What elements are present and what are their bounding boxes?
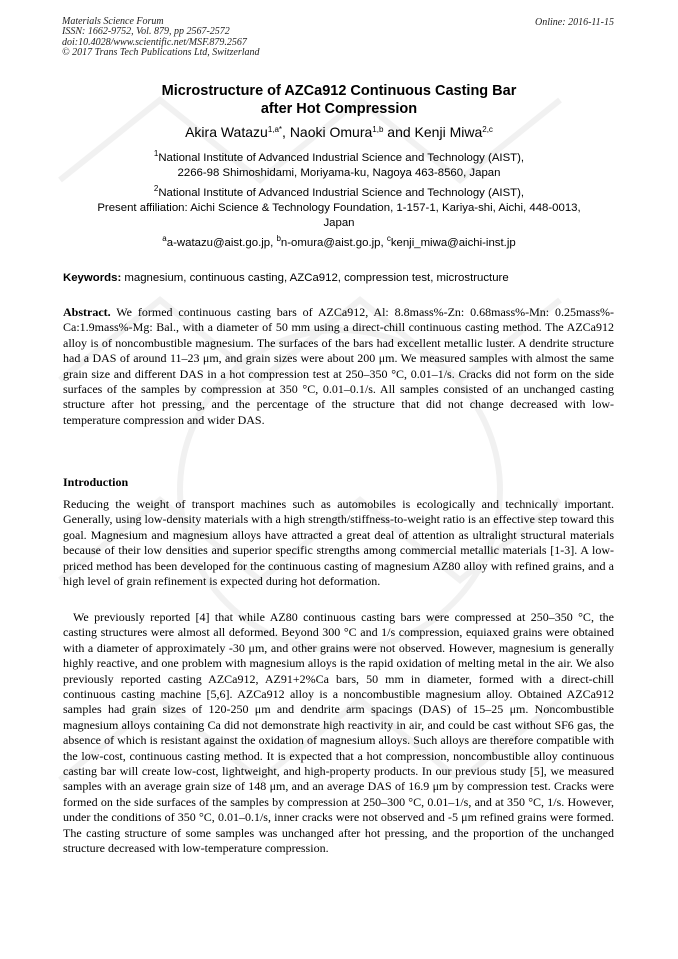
author-3: and Kenji Miwa bbox=[383, 124, 483, 140]
author-list bbox=[0, 124, 678, 140]
title-line-2: after Hot Compression bbox=[260, 101, 418, 117]
intro-paragraph-2: We previously reported [4] that while AZ80 continuous casting bars were compressed at 250–350 °C, the casting structures were almost all deformed. Beyond 300 °C and 1/s compression, equiaxed grains were obtained with a diameter of approximately -30 μm, and other grains were not observed. However, magnesium is generally highly reactive, and one problem with magnesium alloys is the rapid oxidation of melting metal in the air. We also previously reported casting AZCa912, AZ91+2%Ca bars, 50 mm in diameter, formed with a direct-chill continuous casting machine [5,6]. AZCa912 alloy is a noncombustible magnesium alloy. Obtained AZCa912 samples had grain sizes of 120-250 μm and dendrite arm spacings (DAS) of 15–25 μm. Noncombustible magnesium alloys containing Ca did not demonstrate high reactivity in air, and could be cast without SF6 gas, the absence of which is resistant against the oxidation of magnesium alloys. Such alloys are therefore compatible with the low-cost, continuous casting method. It is expected that a hot compression, noncombustible alloy continuous casting bar will create low-cost, lightweight, and high-property products. In our previous study [5], we measured samples with an average grain size of 148 μm, and an average DAS of 16.9 μm by compression test. Cracks were formed on the side surfaces of the samples by compression at 250–300 °C, 0.01–1/s, and at 350 °C, 1/s. However, under the conditions of 350 °C, 0.01–0.1/s, inner cracks were not observed and -5 μm refined grains were formed. The casting structure of some samples was unchanged after hot pressing, and the proportion of the unchanged structure decreased with low-temperature compression. bbox=[63, 610, 614, 856]
author-3-sup: 2,c bbox=[482, 125, 493, 134]
author-2-sup: 1,b bbox=[372, 125, 384, 134]
email-a[interactable]: a-watazu@aist.go.jp, bbox=[166, 237, 277, 249]
journal-header bbox=[62, 17, 260, 59]
email-c-sup: c bbox=[386, 234, 391, 243]
email-b[interactable]: n-omura@aist.go.jp, bbox=[280, 237, 387, 249]
intro-paragraph-1: Reducing the weight of transport machines such as automobiles is ecologically and technically important. Generally, using low-density materials with a high strength/stiffness-to-weight ratio is an effective step toward this goal. Magnesium and magnesium alloys have attracted a great deal of attention as ultralight structural materials because of their low densities and superior specific strengths among commercial metallic materials [1-3]. A low-priced method has been developed for the continuous casting of magnesium AZ80 alloy with refined grains, and a high level of grain refinement is expected during hot deformation. bbox=[63, 497, 614, 589]
aff2-line-1: National Institute of Advanced Industrial Science and Technology (AIST), bbox=[158, 187, 525, 199]
issn-line: ISSN: 1662-9752, Vol. 879, pp 2567-2572 bbox=[62, 26, 230, 38]
author-2: , Naoki Omura bbox=[282, 124, 373, 140]
online-date: Online: 2016-11-15 bbox=[535, 17, 614, 28]
journal-name: Materials Science Forum bbox=[62, 16, 164, 27]
doi-line: doi:10.4028/www.scientific.net/MSF.879.2567 bbox=[62, 36, 247, 48]
paper-title bbox=[0, 82, 678, 118]
aff2-number: 2 bbox=[153, 184, 159, 193]
aff2-line-2: Present affiliation: Aichi Science & Technology Foundation, 1-157-1, Kariya-shi, Aichi, 448-0013, bbox=[97, 202, 581, 214]
aff1-number: 1 bbox=[153, 149, 159, 158]
affiliation-2 bbox=[0, 186, 678, 231]
aff1-line-2: 2266-98 Shimoshidami, Moriyama-ku, Nagoya 463-8560, Japan bbox=[177, 167, 501, 179]
email-list bbox=[0, 236, 678, 251]
keywords bbox=[63, 272, 509, 284]
email-b-sup: b bbox=[276, 234, 281, 243]
introduction-heading: Introduction bbox=[63, 475, 129, 489]
keywords-label: Keywords: bbox=[63, 272, 122, 284]
copyright-line: © 2017 Trans Tech Publications Ltd, Switzerland bbox=[62, 47, 260, 59]
title-line-1: Microstructure of AZCa912 Continuous Casting Bar bbox=[161, 83, 517, 99]
aff2-line-3: Japan bbox=[323, 217, 355, 229]
affiliation-1 bbox=[0, 151, 678, 181]
abstract bbox=[63, 305, 614, 428]
aff1-line-1: National Institute of Advanced Industrial Science and Technology (AIST), bbox=[158, 152, 525, 164]
author-1-sup: 1,a* bbox=[267, 125, 283, 134]
email-a-sup: a bbox=[162, 234, 167, 243]
email-c[interactable]: kenji_miwa@aichi-inst.jp bbox=[390, 237, 516, 249]
abstract-text: We formed continuous casting bars of AZCa912, Al: 8.8mass%-Zn: 0.68mass%-Mn: 0.25mass%-Ca:1.9mass%-Mg: Bal., with a diameter of 50 mm using a direct-chill continuous casting method. The AZCa912 alloy is of noncombustible magnesium. The surfaces of the bars had excellent metallic luster. A dendrite structure had a DAS of around 11–23 μm, and grain sizes were about 200 μm. We measured samples with almost the same grain size and different DAS in a hot compression test at 250–350 °C, 0.01–1/s. Cracks did not form on the side surfaces of the samples by compression at 350 °C, 0.01–0.1/s. All samples consisted of an unchanged casting structure after hot pressing, and the percentage of the structure that did not change decreased with low-temperature compression and wider DAS. bbox=[63, 305, 614, 427]
author-1: Akira Watazu bbox=[185, 124, 268, 140]
keywords-text: magnesium, continuous casting, AZCa912, compression test, microstructure bbox=[121, 272, 509, 284]
abstract-label: Abstract. bbox=[63, 305, 111, 319]
